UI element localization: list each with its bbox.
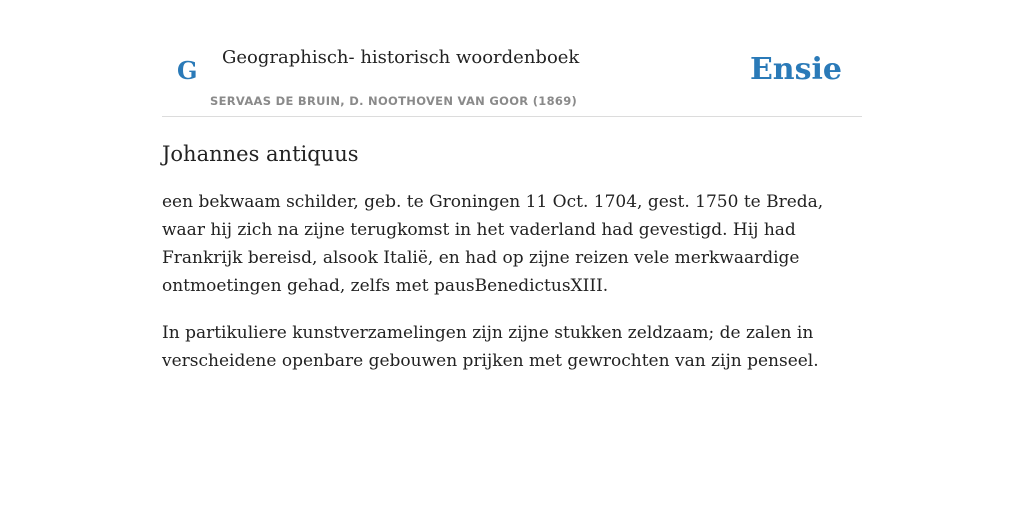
article — [162, 137, 862, 375]
book-initial-link[interactable]: G — [177, 56, 198, 85]
article-paragraph-1: een bekwaam schilder, geb. te Groningen 11 Oct. 1704, gest. 1750 te Breda, waar hij zich na zijne terugkomst in het vaderland had gevestigd. Hij had Frankrijk bereisd, alsook Italië, en had op zijne reizen vele merkwaardige ontmoetingen gehad, zelfs met pausBenedictusXIII. — [162, 192, 824, 296]
book-title-link[interactable]: Geographisch- historisch woordenboek — [222, 47, 580, 68]
entry-title: Johannes antiquus — [162, 142, 359, 166]
article-paragraph-2: In partikuliere kunstverzamelingen zijn zijne stukken zeldzaam; de zalen in verscheidene openbare gebouwen prijken met gewrochten van zijn penseel. — [162, 323, 819, 371]
book-header — [162, 40, 862, 117]
ensie-logo-link[interactable]: Ensie — [749, 52, 842, 87]
book-author: SERVAAS DE BRUIN, D. NOOTHOVEN VAN GOOR (1869) — [210, 94, 578, 108]
